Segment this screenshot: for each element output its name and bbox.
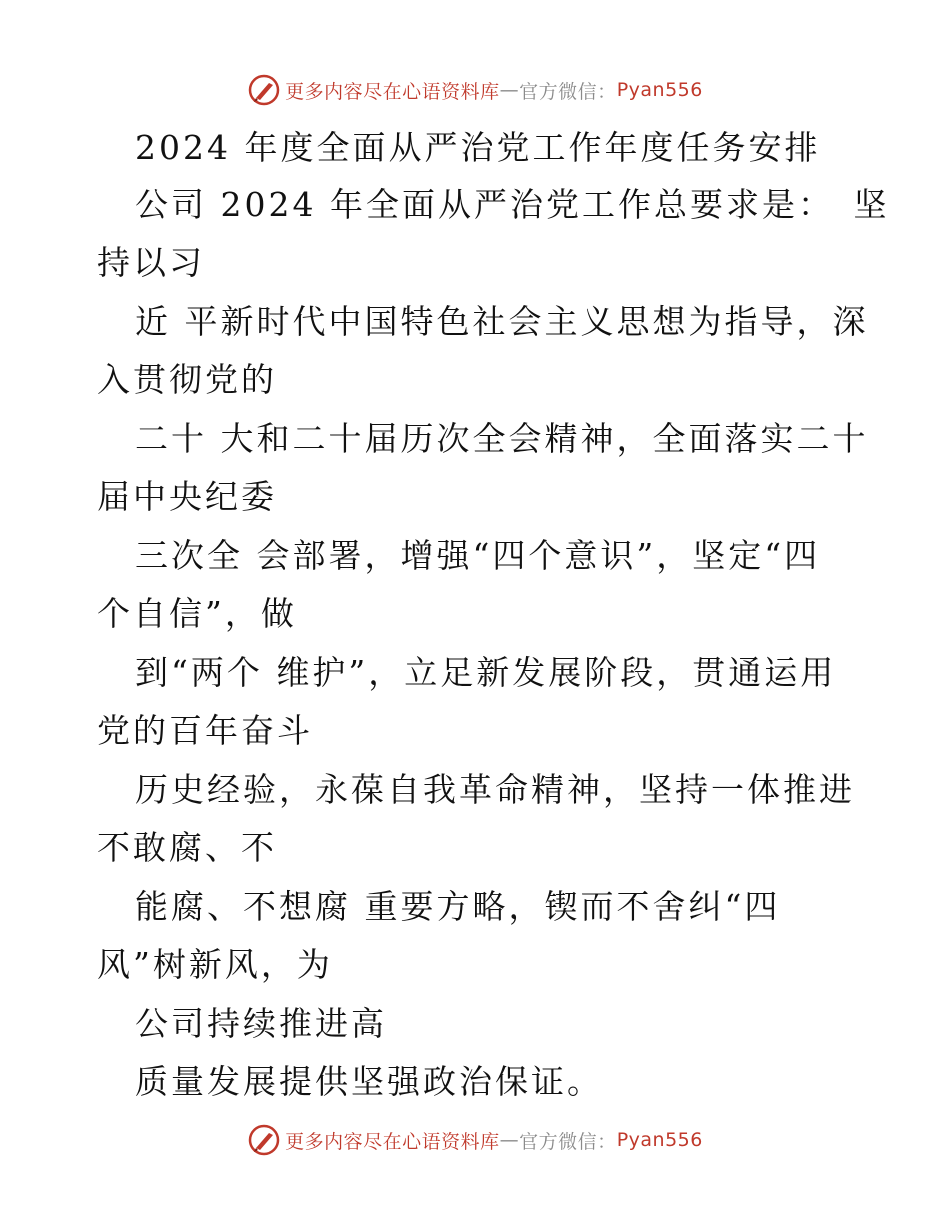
- quill-pen-logo-icon: [247, 1123, 281, 1157]
- paragraph-line: 不敢腐、不: [97, 828, 277, 867]
- paragraph-line: 党的百年奋斗: [97, 711, 313, 750]
- paragraph-line: 二十 大和二十届历次全会精神，全面落实二十: [135, 419, 869, 458]
- paragraph-line: 三次全 会部署，增强“四个意识”，坚定“四: [135, 536, 821, 575]
- watermark-wechat-id: Pyan556: [616, 79, 703, 101]
- watermark-official-label: 官方微信：: [519, 1130, 617, 1153]
- paragraph-line: 近 平新时代中国特色社会主义思想为指导，深: [135, 302, 869, 341]
- watermark-header: [0, 70, 950, 110]
- paragraph-line: 质量发展提供坚强政治保证。: [135, 1062, 603, 1101]
- paragraph-line: 个自信”，做: [97, 594, 297, 633]
- document-title: 2024 年度全面从严治党工作年度任务安排: [135, 128, 821, 167]
- paragraph-line: 入贯彻党的: [97, 360, 277, 399]
- watermark-official-label: 官方微信：: [519, 80, 617, 103]
- watermark-brand-text: 更多内容尽在心语资料库: [285, 1130, 500, 1153]
- paragraph-line: 持以习: [97, 243, 205, 282]
- paragraph-line: 风”树新风，为: [97, 945, 333, 984]
- paragraph-line: 到“两个 维护”，立足新发展阶段，贯通运用: [135, 653, 837, 692]
- watermark-separator: —: [499, 1129, 520, 1151]
- paragraph-line: 公司 2024 年全面从严治党工作总要求是： 坚: [135, 185, 890, 224]
- quill-pen-logo-icon: [247, 73, 281, 107]
- paragraph-line: 届中央纪委: [97, 477, 277, 516]
- watermark-footer: [0, 1120, 950, 1160]
- watermark-separator: —: [499, 79, 520, 101]
- paragraph-line: 能腐、不想腐 重要方略，锲而不舍纠“四: [135, 887, 781, 926]
- watermark-wechat-id: Pyan556: [616, 1129, 703, 1151]
- paragraph-line: 公司持续推进高: [135, 1004, 387, 1043]
- paragraph-line: 历史经验，永葆自我革命精神，坚持一体推进: [135, 770, 855, 809]
- watermark-brand-text: 更多内容尽在心语资料库: [285, 80, 500, 103]
